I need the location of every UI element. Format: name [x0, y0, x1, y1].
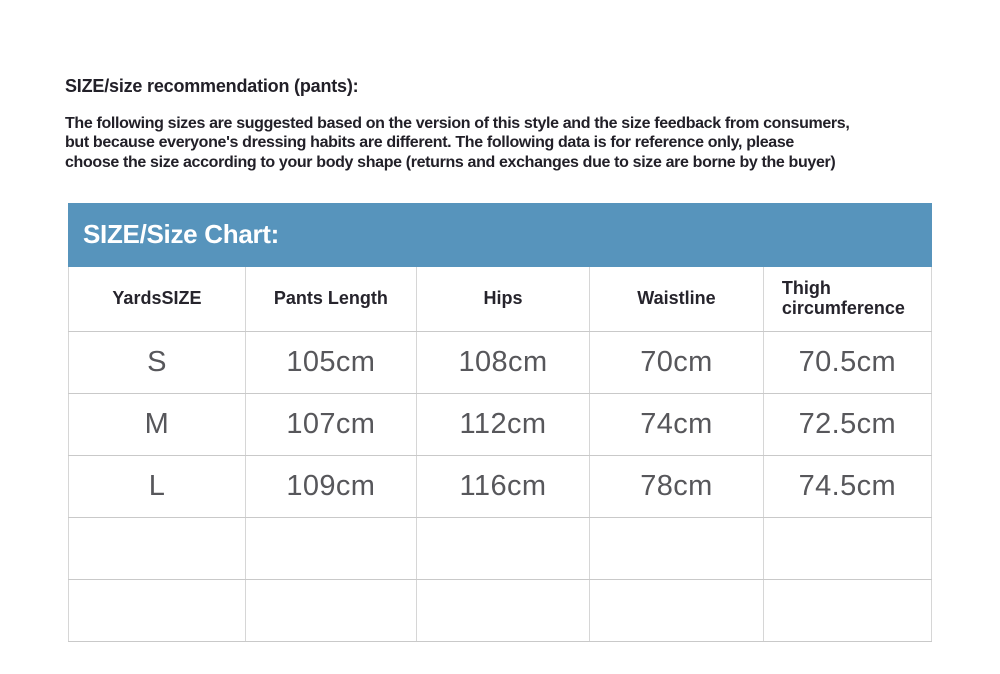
- cell-hips: 112cm: [416, 393, 589, 455]
- table-row-empty: [69, 579, 932, 641]
- disclaimer-line: The following sizes are suggested based on the version of this style and the size feedback from consumers,: [65, 115, 850, 132]
- table-header-row: [69, 267, 932, 332]
- size-table: [68, 267, 932, 642]
- cell-hips: [416, 579, 589, 641]
- table-row-m: [69, 393, 932, 455]
- cell-pants-length: [245, 579, 416, 641]
- column-header-hips: Hips: [416, 267, 589, 332]
- cell-waistline: [590, 579, 763, 641]
- table-row-s: [69, 331, 932, 393]
- disclaimer-line: but because everyone's dressing habits are different. The following data is for reference only, please: [65, 134, 794, 152]
- column-header-pants-length: Pants Length: [245, 267, 416, 332]
- table-row-empty: [69, 517, 932, 579]
- cell-pants-length: 109cm: [245, 455, 416, 517]
- cell-size: [69, 517, 246, 579]
- cell-thigh: 72.5cm: [763, 393, 931, 455]
- cell-thigh: 70.5cm: [763, 331, 931, 393]
- cell-waistline: 74cm: [590, 393, 763, 455]
- cell-waistline: 78cm: [590, 455, 763, 517]
- column-header-waistline: Waistline: [590, 267, 763, 332]
- cell-pants-length: [245, 517, 416, 579]
- size-chart-heading: SIZE/Size Chart:: [83, 219, 280, 250]
- page-title: SIZE/size recommendation (pants):: [65, 76, 359, 96]
- cell-size: S: [69, 331, 246, 393]
- size-chart-header-bar: [68, 203, 932, 267]
- table-row-l: [69, 455, 932, 517]
- size-chart-section: [68, 203, 932, 642]
- cell-waistline: 70cm: [590, 331, 763, 393]
- cell-waistline: [590, 517, 763, 579]
- cell-thigh: [763, 517, 931, 579]
- size-disclaimer: [65, 114, 1000, 172]
- column-header-size: YardsSIZE: [69, 267, 246, 332]
- cell-pants-length: 105cm: [245, 331, 416, 393]
- cell-size: L: [69, 455, 246, 517]
- disclaimer-line: choose the size according to your body shape (returns and exchanges due to size are borne by the buyer): [65, 153, 836, 171]
- column-header-thigh-circumference: [763, 267, 931, 332]
- cell-thigh: 74.5cm: [763, 455, 931, 517]
- cell-hips: 116cm: [416, 455, 589, 517]
- cell-hips: [416, 517, 589, 579]
- cell-pants-length: 107cm: [245, 393, 416, 455]
- cell-size: [69, 579, 246, 641]
- cell-size: M: [69, 393, 246, 455]
- cell-hips: 108cm: [416, 331, 589, 393]
- column-header-thigh-label: Thigh circumference: [781, 278, 905, 319]
- cell-thigh: [763, 579, 931, 641]
